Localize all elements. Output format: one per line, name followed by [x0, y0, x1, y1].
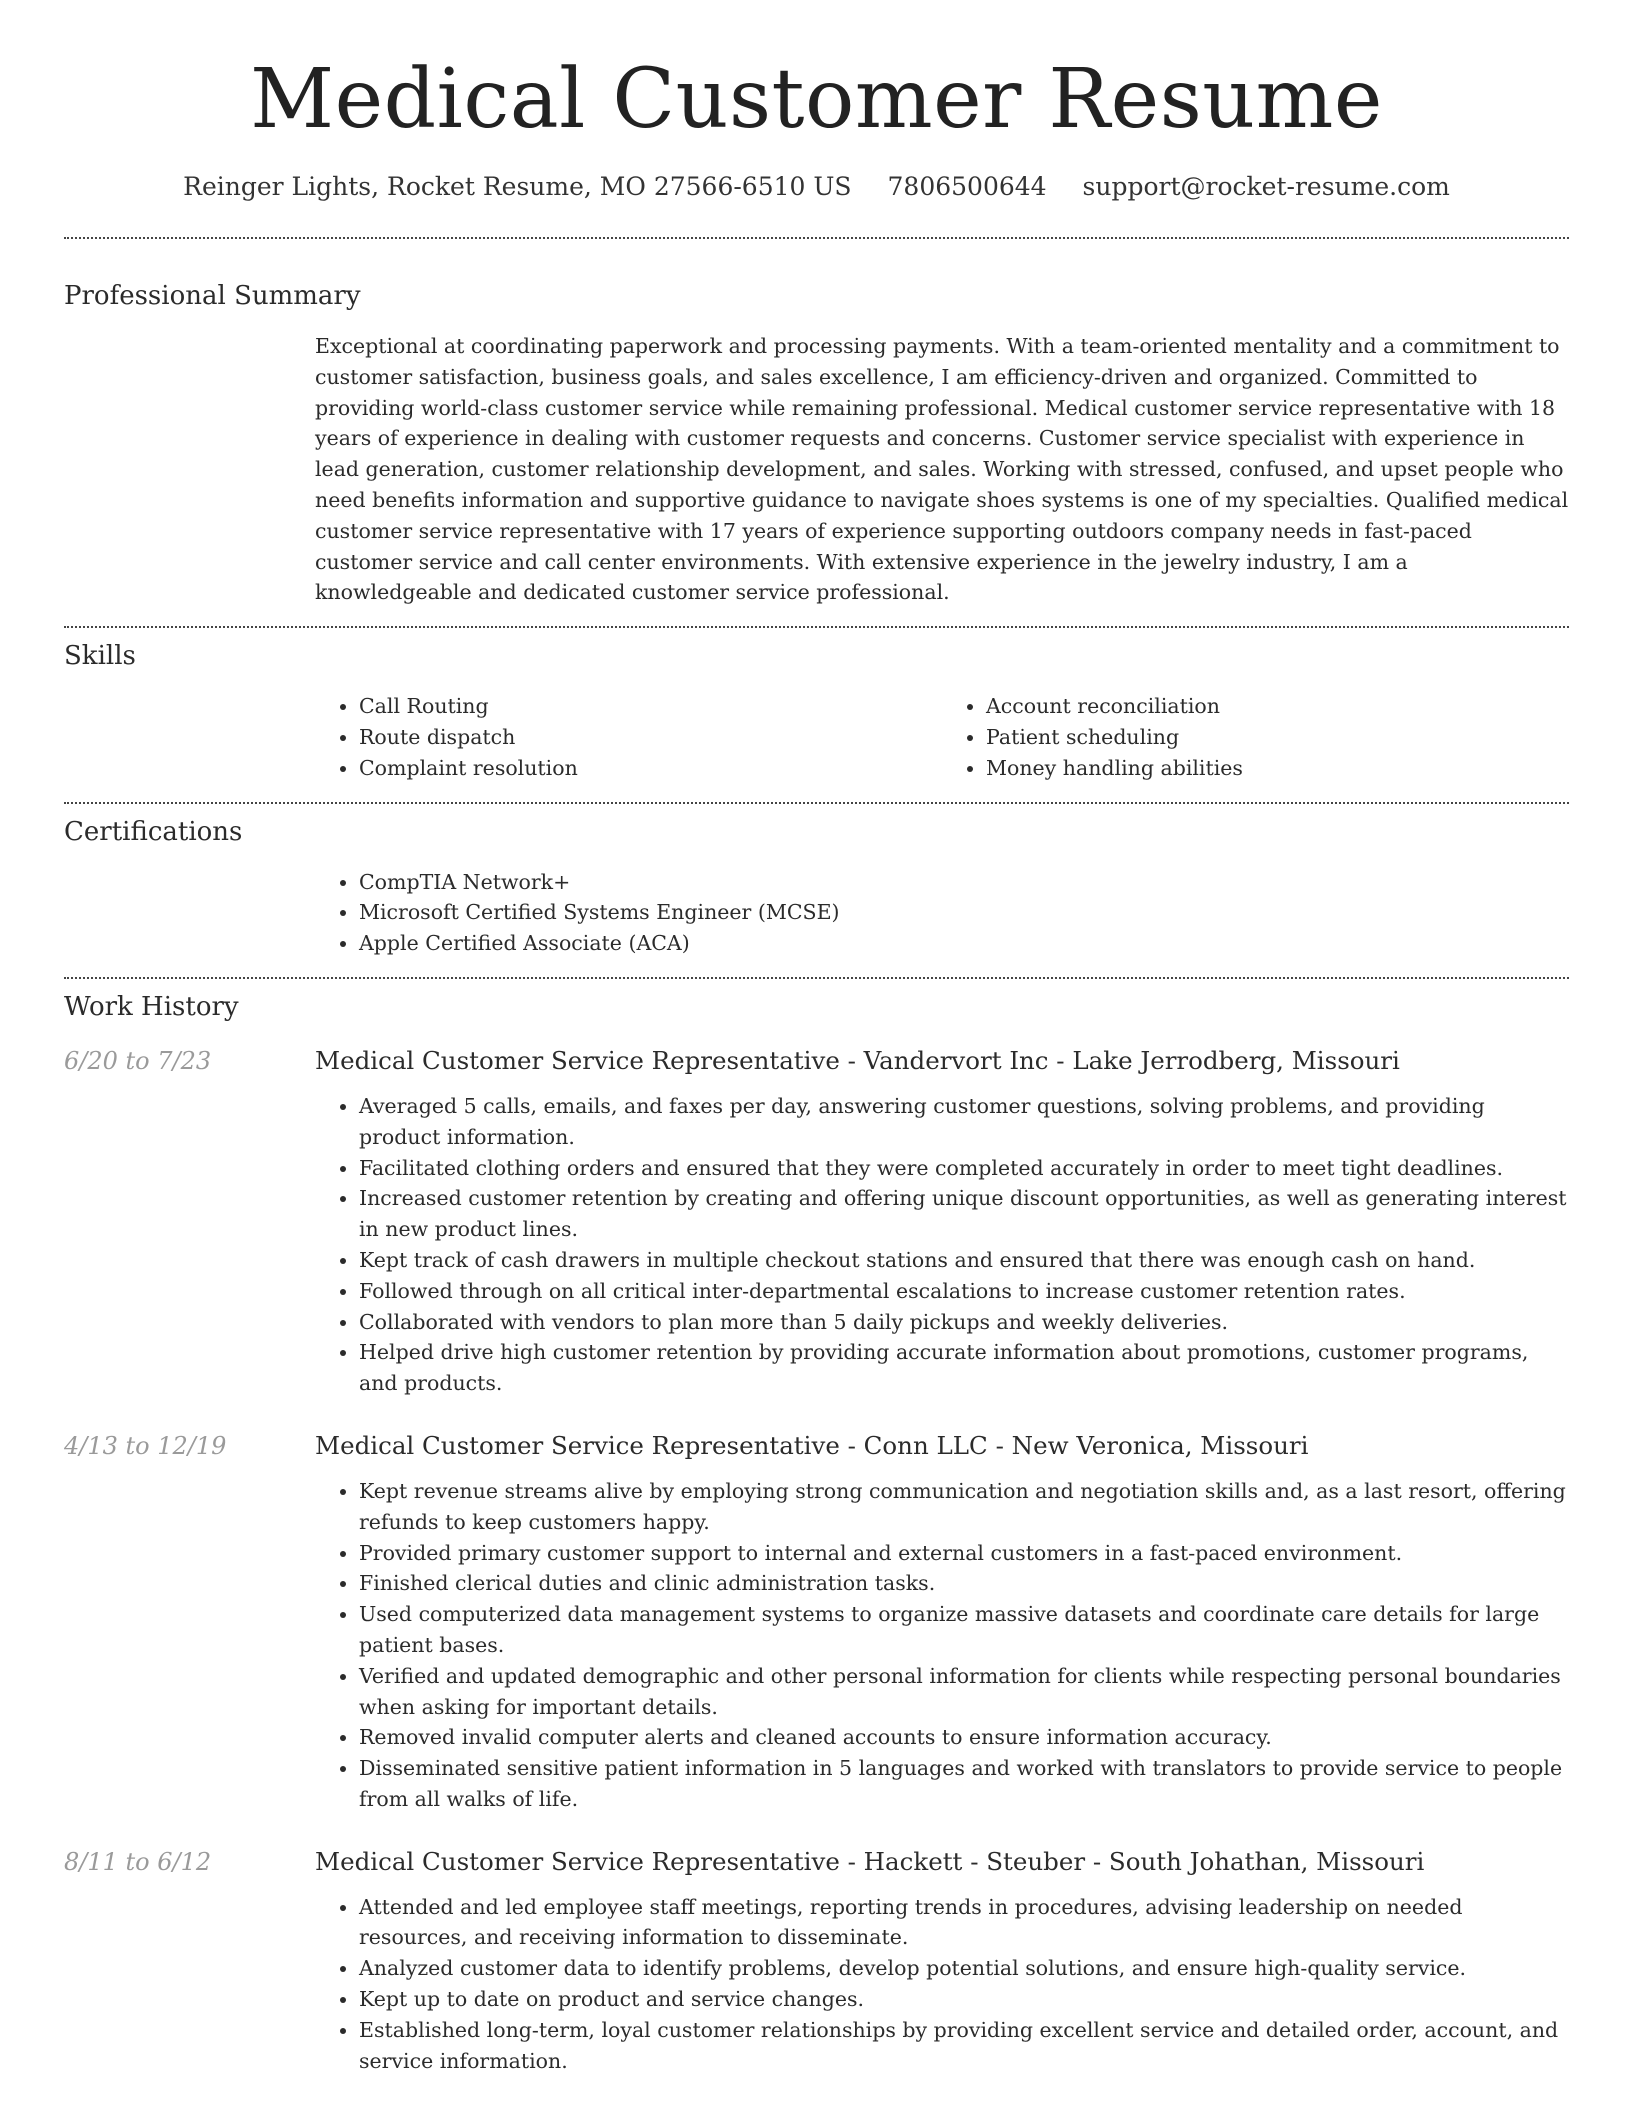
duty-item: • Kept revenue streams alive by employing strong communication and negotiation skills and, as a last resort, offering refunds to keep customers happy. — [359, 1476, 1569, 1538]
skill-item: • Call Routing — [359, 691, 942, 722]
job-duties-list — [315, 1091, 1569, 1399]
skills-list-left — [315, 691, 942, 783]
job-duties — [315, 1091, 1569, 1399]
certification-item: • CompTIA Network+ — [359, 867, 1569, 898]
contact-email: support@rocket-resume.com — [1082, 172, 1450, 201]
skill-item: • Route dispatch — [359, 722, 942, 753]
job-title: Medical Customer Service Representative - Hackett - Steuber - South Johathan, Missouri — [315, 1846, 1425, 1876]
divider — [64, 802, 1569, 804]
skill-item: • Money handling abilities — [986, 753, 1569, 784]
resume-page — [64, 0, 1569, 2076]
job-duties-list — [315, 1476, 1569, 1815]
contact-address: Reinger Lights, Rocket Resume, MO 27566-6510 US — [183, 172, 852, 201]
certification-item: • Microsoft Certified Systems Engineer (MCSE) — [359, 897, 1569, 928]
skill-item: • Patient scheduling — [986, 722, 1569, 753]
duty-item: • Collaborated with vendors to plan more than 5 daily pickups and weekly deliveries. — [359, 1307, 1569, 1338]
duty-item: • Verified and updated demographic and other personal information for clients while respecting personal boundaries when asking for important details. — [359, 1661, 1569, 1723]
certifications-list — [315, 867, 1569, 959]
duty-item: • Analyzed customer data to identify problems, develop potential solutions, and ensure high-quality service. — [359, 1953, 1569, 1984]
duty-item: • Kept up to date on product and service changes. — [359, 1984, 1569, 2015]
job-header — [64, 1046, 1569, 1075]
divider — [64, 977, 1569, 979]
duty-item: • Averaged 5 calls, emails, and faxes per day, answering customer questions, solving problems, and providing product information. — [359, 1091, 1569, 1153]
duty-item: • Used computerized data management systems to organize massive datasets and coordinate care details for large patient bases. — [359, 1599, 1569, 1661]
duty-item: • Attended and led employee staff meetings, reporting trends in procedures, advising leadership on needed resources, and receiving information to disseminate. — [359, 1892, 1569, 1954]
skill-item: • Account reconciliation — [986, 691, 1569, 722]
job-duties — [315, 1476, 1569, 1815]
skills-grid — [315, 691, 1569, 783]
contact-line — [64, 170, 1569, 204]
resume-title: Medical Customer Resume — [250, 52, 1383, 147]
duty-item: • Established long-term, loyal customer relationships by providing excellent service and detailed order, account, and service information. — [359, 2015, 1569, 2077]
summary-text: Exceptional at coordinating paperwork and processing payments. With a team-oriented mentality and a commitment to customer satisfaction, business goals, and sales excellence, I am efficiency-driven and organized. Committed to providing world-class customer service while remaining professional. Medical customer service representative with 18 years of experience in dealing with customer requests and concerns. Customer service specialist with experience in lead generation, customer relationship development, and sales. Working with stressed, confused, and upset people who need benefits information and supportive guidance to navigate shoes systems is one of my specialties. Qualified medical customer service representative with 17 years of experience supporting outdoors company needs in fast-paced customer service and call center environments. With extensive experience in the jewelry industry, I am a knowledgeable and dedicated customer service professional. — [315, 334, 1569, 605]
section-title-certifications: Certifications — [64, 816, 243, 847]
job-duties-list — [315, 1892, 1569, 2077]
duty-item: • Provided primary customer support to internal and external customers in a fast-paced environment. — [359, 1538, 1569, 1569]
job-dates: 8/11 to 6/12 — [64, 1847, 212, 1876]
duty-item: • Helped drive high customer retention by providing accurate information about promotions, customer programs, and products. — [359, 1337, 1569, 1399]
job-dates: 6/20 to 7/23 — [64, 1046, 212, 1075]
job-title: Medical Customer Service Representative - Vandervort Inc - Lake Jerrodberg, Missouri — [315, 1045, 1400, 1075]
job-header — [64, 1431, 1569, 1460]
job-entry — [64, 1431, 1569, 1815]
divider — [64, 237, 1569, 239]
skills-list-right — [942, 691, 1569, 783]
section-title-summary: Professional Summary — [64, 281, 361, 311]
job-header — [64, 1847, 1569, 1876]
job-dates: 4/13 to 12/19 — [64, 1431, 227, 1460]
duty-item: • Disseminated sensitive patient information in 5 languages and worked with translators to provide service to people from all walks of life. — [359, 1753, 1569, 1815]
job-duties — [315, 1892, 1569, 2077]
skill-item: • Complaint resolution — [359, 753, 942, 784]
job-title: Medical Customer Service Representative - Conn LLC - New Veronica, Missouri — [315, 1430, 1309, 1460]
contact-phone: 7806500644 — [887, 172, 1047, 201]
job-entry — [64, 1847, 1569, 2077]
duty-item: • Removed invalid computer alerts and cleaned accounts to ensure information accuracy. — [359, 1722, 1569, 1753]
section-title-work-history: Work History — [64, 991, 239, 1022]
certifications-block — [315, 867, 1569, 959]
duty-item: • Facilitated clothing orders and ensured that they were completed accurately in order to meet tight deadlines. — [359, 1153, 1569, 1184]
duty-item: • Increased customer retention by creating and offering unique discount opportunities, as well as generating interest in new product lines. — [359, 1183, 1569, 1245]
section-title-skills: Skills — [64, 641, 136, 672]
duty-item: • Kept track of cash drawers in multiple checkout stations and ensured that there was enough cash on hand. — [359, 1245, 1569, 1276]
divider — [64, 626, 1569, 628]
certification-item: • Apple Certified Associate (ACA) — [359, 928, 1569, 959]
job-entry — [64, 1046, 1569, 1399]
duty-item: • Followed through on all critical inter-departmental escalations to increase customer retention rates. — [359, 1276, 1569, 1307]
duty-item: • Finished clerical duties and clinic administration tasks. — [359, 1568, 1569, 1599]
